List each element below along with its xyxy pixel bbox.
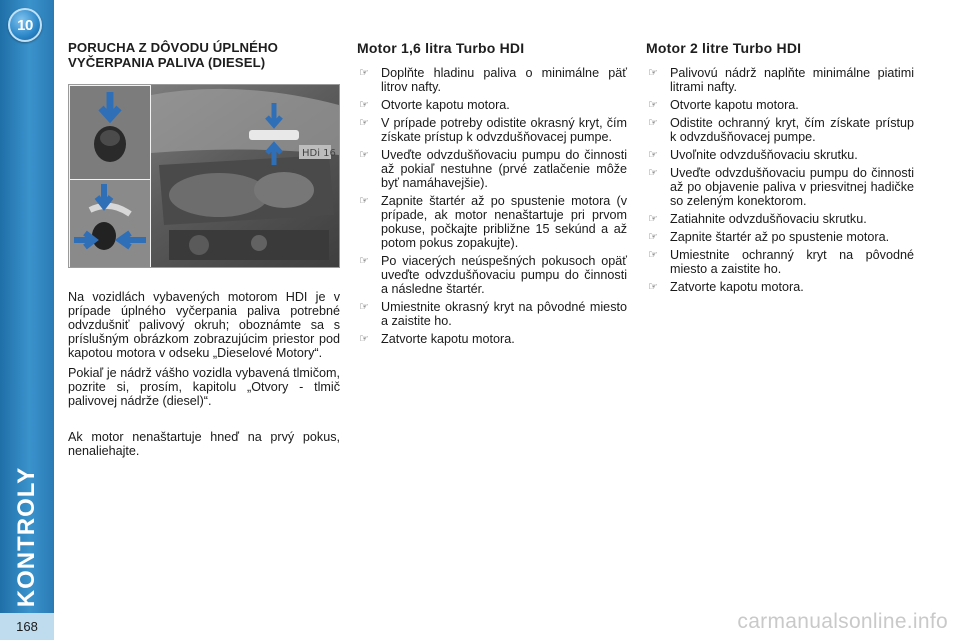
hand-pointer-icon: ☞ xyxy=(648,281,658,293)
page-number: 168 xyxy=(0,613,54,640)
chapter-number-badge xyxy=(8,8,42,42)
section-title-line2: VYČERPANIA PALIVA (DIESEL) xyxy=(68,55,266,70)
middle-column xyxy=(357,40,627,350)
list-item: ☞ Zatvorte kapotu motora. xyxy=(359,332,515,346)
list-item: ☞ Otvorte kapotu motora. xyxy=(648,98,799,112)
hand-pointer-icon: ☞ xyxy=(648,249,658,261)
hand-pointer-icon: ☞ xyxy=(359,195,369,207)
warning-paragraph: Ak motor nenaštartuje hneď na prvý pokus, nenaliehajte. xyxy=(68,430,340,458)
hand-pointer-icon: ☞ xyxy=(648,213,658,225)
inset-pump-1-6 xyxy=(69,85,151,180)
hand-pointer-icon: ☞ xyxy=(359,67,369,79)
list-item: ☞ Zapnite štartér až po spustenie motora (v prípade, ak motor nenaštartuje pri prvom pokuse, počkajte približne 15 sekúnd a až potom pokus zopakujte). xyxy=(359,194,627,250)
engine-1-6-steps xyxy=(357,66,627,346)
section-title-line1: PORUCHA Z DÔVODU ÚPLNÉHO xyxy=(68,40,278,55)
chapter-number: 10 xyxy=(17,16,33,34)
list-item: ☞ Zapnite štartér až po spustenie motora. xyxy=(648,230,890,244)
engine-2-0-steps xyxy=(646,66,914,294)
hand-pointer-icon: ☞ xyxy=(648,231,658,243)
list-item: ☞ Zatvorte kapotu motora. xyxy=(648,280,804,294)
inset-pump-2-0 xyxy=(69,179,151,268)
section-label: KONTROLY xyxy=(13,466,40,608)
list-item: ☞ Otvorte kapotu motora. xyxy=(359,98,510,112)
hand-pointer-icon: ☞ xyxy=(359,99,369,111)
list-item: ☞ Zatiahnite odvzdušňovaciu skrutku. xyxy=(648,212,867,226)
list-item: ☞ Umiestnite okrasný kryt na pôvodné miesto a zaistite ho. xyxy=(359,300,627,328)
engine-2-0-title: Motor 2 litre Turbo HDI xyxy=(646,40,802,56)
hand-pointer-icon: ☞ xyxy=(359,301,369,313)
hand-pointer-icon: ☞ xyxy=(648,99,658,111)
list-item: ☞ Po viacerých neúspešných pokusoch opäť uveďte odvzdušňovaciu pumpu do činnosti a následne štartér. xyxy=(359,254,627,296)
list-item: ☞ Odistite ochranný kryt, čím získate prístup k odvzdušňovacej pumpe. xyxy=(648,116,914,144)
right-column xyxy=(646,40,914,298)
section-title xyxy=(68,40,340,70)
engine-bay-photo xyxy=(68,84,340,268)
list-item: ☞ Doplňte hladinu paliva o minimálne päť litrov nafty. xyxy=(359,66,627,94)
chapter-sidebar xyxy=(0,0,54,640)
left-column xyxy=(68,40,340,464)
intro-paragraph: Na vozidlách vybavených motorom HDI je v prípade úplného vyčerpania paliva potrebné odvzdušniť palivový okruh; oboznámte sa s príslušným obrázkom zobrazujúcim priestor pod kapotou motora v odseku „Dieselové Motory“. xyxy=(68,290,340,360)
hand-pointer-icon: ☞ xyxy=(648,117,658,129)
hand-pointer-icon: ☞ xyxy=(359,149,369,161)
list-item: ☞ Uveďte odvzdušňovaciu pumpu do činnosti až po objavenie paliva v priesvitnej hadičke so zeleným konektorom. xyxy=(648,166,914,208)
list-item: ☞ Uvoľnite odvzdušňovaciu skrutku. xyxy=(648,148,858,162)
list-item: ☞ Uveďte odvzdušňovaciu pumpu do činnosti až pokiaľ nestuhne (prvé zatlačenie môže byť namáhavejšie). xyxy=(359,148,627,190)
hand-pointer-icon: ☞ xyxy=(359,117,369,129)
watermark: carmanualsonline.info xyxy=(737,610,948,633)
list-item: ☞ V prípade potreby odistite okrasný kryt, čím získate prístup k odvzdušňovacej pumpe. xyxy=(359,116,627,144)
damper-paragraph: Pokiaľ je nádrž vášho vozidla vybavená tlmičom, pozrite si, prosím, kapitolu „Otvory - tlmič palivovej nádrže (diesel)“. xyxy=(68,366,340,408)
engine-1-6-title: Motor 1,6 litra Turbo HDI xyxy=(357,40,525,56)
list-item: ☞ Palivovú nádrž naplňte minimálne piatimi litrami nafty. xyxy=(648,66,914,94)
section-label-vertical xyxy=(2,462,52,612)
hand-pointer-icon: ☞ xyxy=(648,149,658,161)
hand-pointer-icon: ☞ xyxy=(359,333,369,345)
hand-pointer-icon: ☞ xyxy=(359,255,369,267)
engine-badge-text: HDi 16 xyxy=(302,148,336,159)
hand-pointer-icon: ☞ xyxy=(648,67,658,79)
hand-pointer-icon: ☞ xyxy=(648,167,658,179)
list-item: ☞ Umiestnite ochranný kryt na pôvodné miesto a zaistite ho. xyxy=(648,248,914,276)
